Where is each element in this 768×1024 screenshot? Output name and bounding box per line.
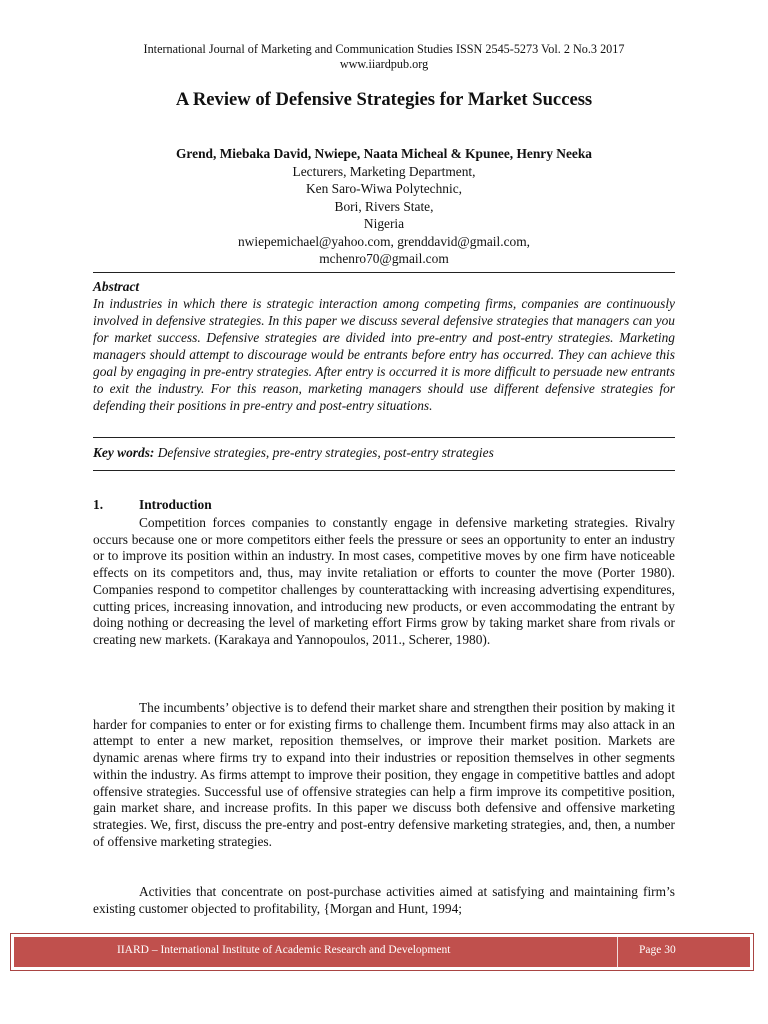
- keywords-bottom-rule: [93, 470, 675, 471]
- intro-paragraph-1: Competition forces companies to constantly engage in defensive marketing strategies. Rivalry occurs because one or more competitors either feels the pressure or sees an opportunity to enter an industry or to improve its position within an industry. In most cases, competitive moves by one firm have noticeable effects on its competitors and, thus, may invite retaliation or efforts to counter the move (Porter 1980). Companies respond to competitor challenges by counterattacking with increasing advertising expenditures, cutting prices, increasing innovation, and introducing new products, or even accommodating the entrant by doing nothing or decreasing the level of marketing effort Firms grow by taking market share from rivals or creating new markets. (Karakaya and Yannopoulos, 2011., Scherer, 1980).: [93, 515, 675, 647]
- abstract-bottom-rule: [93, 437, 675, 438]
- abstract-section: [93, 278, 675, 414]
- author-emails-line-1: nwiepemichael@yahoo.com, grenddavid@gmail.com,: [237, 233, 531, 249]
- abstract-top-rule: [93, 272, 675, 273]
- footer-bar: [14, 937, 750, 967]
- footer-divider: [617, 937, 618, 967]
- paper-title: A Review of Defensive Strategies for Market Success: [175, 89, 593, 110]
- section-title: Introduction: [139, 497, 212, 512]
- keywords-label: Key words:: [93, 445, 155, 460]
- author-position: Lecturers, Marketing Department,: [292, 163, 476, 179]
- author-emails-line-2: mchenro70@gmail.com: [319, 251, 449, 266]
- author-block: [0, 145, 768, 268]
- author-location: Bori, Rivers State,: [334, 198, 434, 214]
- section-heading: [93, 497, 212, 513]
- author-institution: Ken Saro-Wiwa Polytechnic,: [305, 181, 462, 196]
- keywords-line: [93, 445, 675, 461]
- journal-website: www.iiardpub.org: [339, 57, 429, 71]
- intro-paragraph-2: The incumbents’ objective is to defend their market share and strengthen their position by making it harder for companies to enter or for existing firms to challenge them. Incumbent firms may also attack in an attempt to enter a new market, reposition themselves, or improve their market position. Markets are dynamic arenas where firms try to expand into their industries or reposition themselves in other segments within the industry. As firms attempt to improve their position, they engage in competitive battles and adopt offensive strategies. Successful use of offensive strategies can help a firm improve its competitive position, gain market share, and increase profits. In this paper we discuss both defensive and offensive marketing strategies. We, first, discuss the pre-entry and post-entry defensive marketing strategies, and, then, a number of offensive marketing strategies.: [93, 700, 675, 849]
- author-names: Grend, Miebaka David, Nwiepe, Naata Micheal & Kpunee, Henry Neeka: [176, 146, 592, 161]
- author-country: Nigeria: [363, 216, 405, 231]
- abstract-text: In industries in which there is strategic interaction among competing firms, companies are continuously involved in defensive strategies. In this paper we discuss several defensive strategies that managers can you for market success. Defensive strategies are divided into pre-entry and post-entry strategies. Marketing managers should attempt to discourage would be entrants before entry has occurred. They can achieve this goal by engaging in pre-entry strategies. After entry is occurred it is more difficult to persuade new entrants to exit the industry. For this reason, marketing managers should use different defensive strategies for defending their positions in pre-entry and post-entry situations.: [93, 296, 675, 413]
- section-number: 1.: [93, 497, 104, 512]
- journal-header: [0, 42, 768, 72]
- journal-line: International Journal of Marketing and Communication Studies ISSN 2545-5273 Vol. 2 No.3 2017: [143, 42, 625, 56]
- keywords-text: Defensive strategies, pre-entry strategies, post-entry strategies: [154, 445, 494, 460]
- page-footer: [10, 933, 754, 971]
- abstract-heading: Abstract: [93, 279, 140, 294]
- footer-publisher: IIARD – International Institute of Academic Research and Development: [117, 944, 451, 956]
- footer-page-number: Page 30: [639, 944, 676, 956]
- intro-paragraph-3: Activities that concentrate on post-purchase activities aimed at satisfying and maintaining firm’s existing customer objected to profitability, {Morgan and Hunt, 1994;: [93, 884, 675, 916]
